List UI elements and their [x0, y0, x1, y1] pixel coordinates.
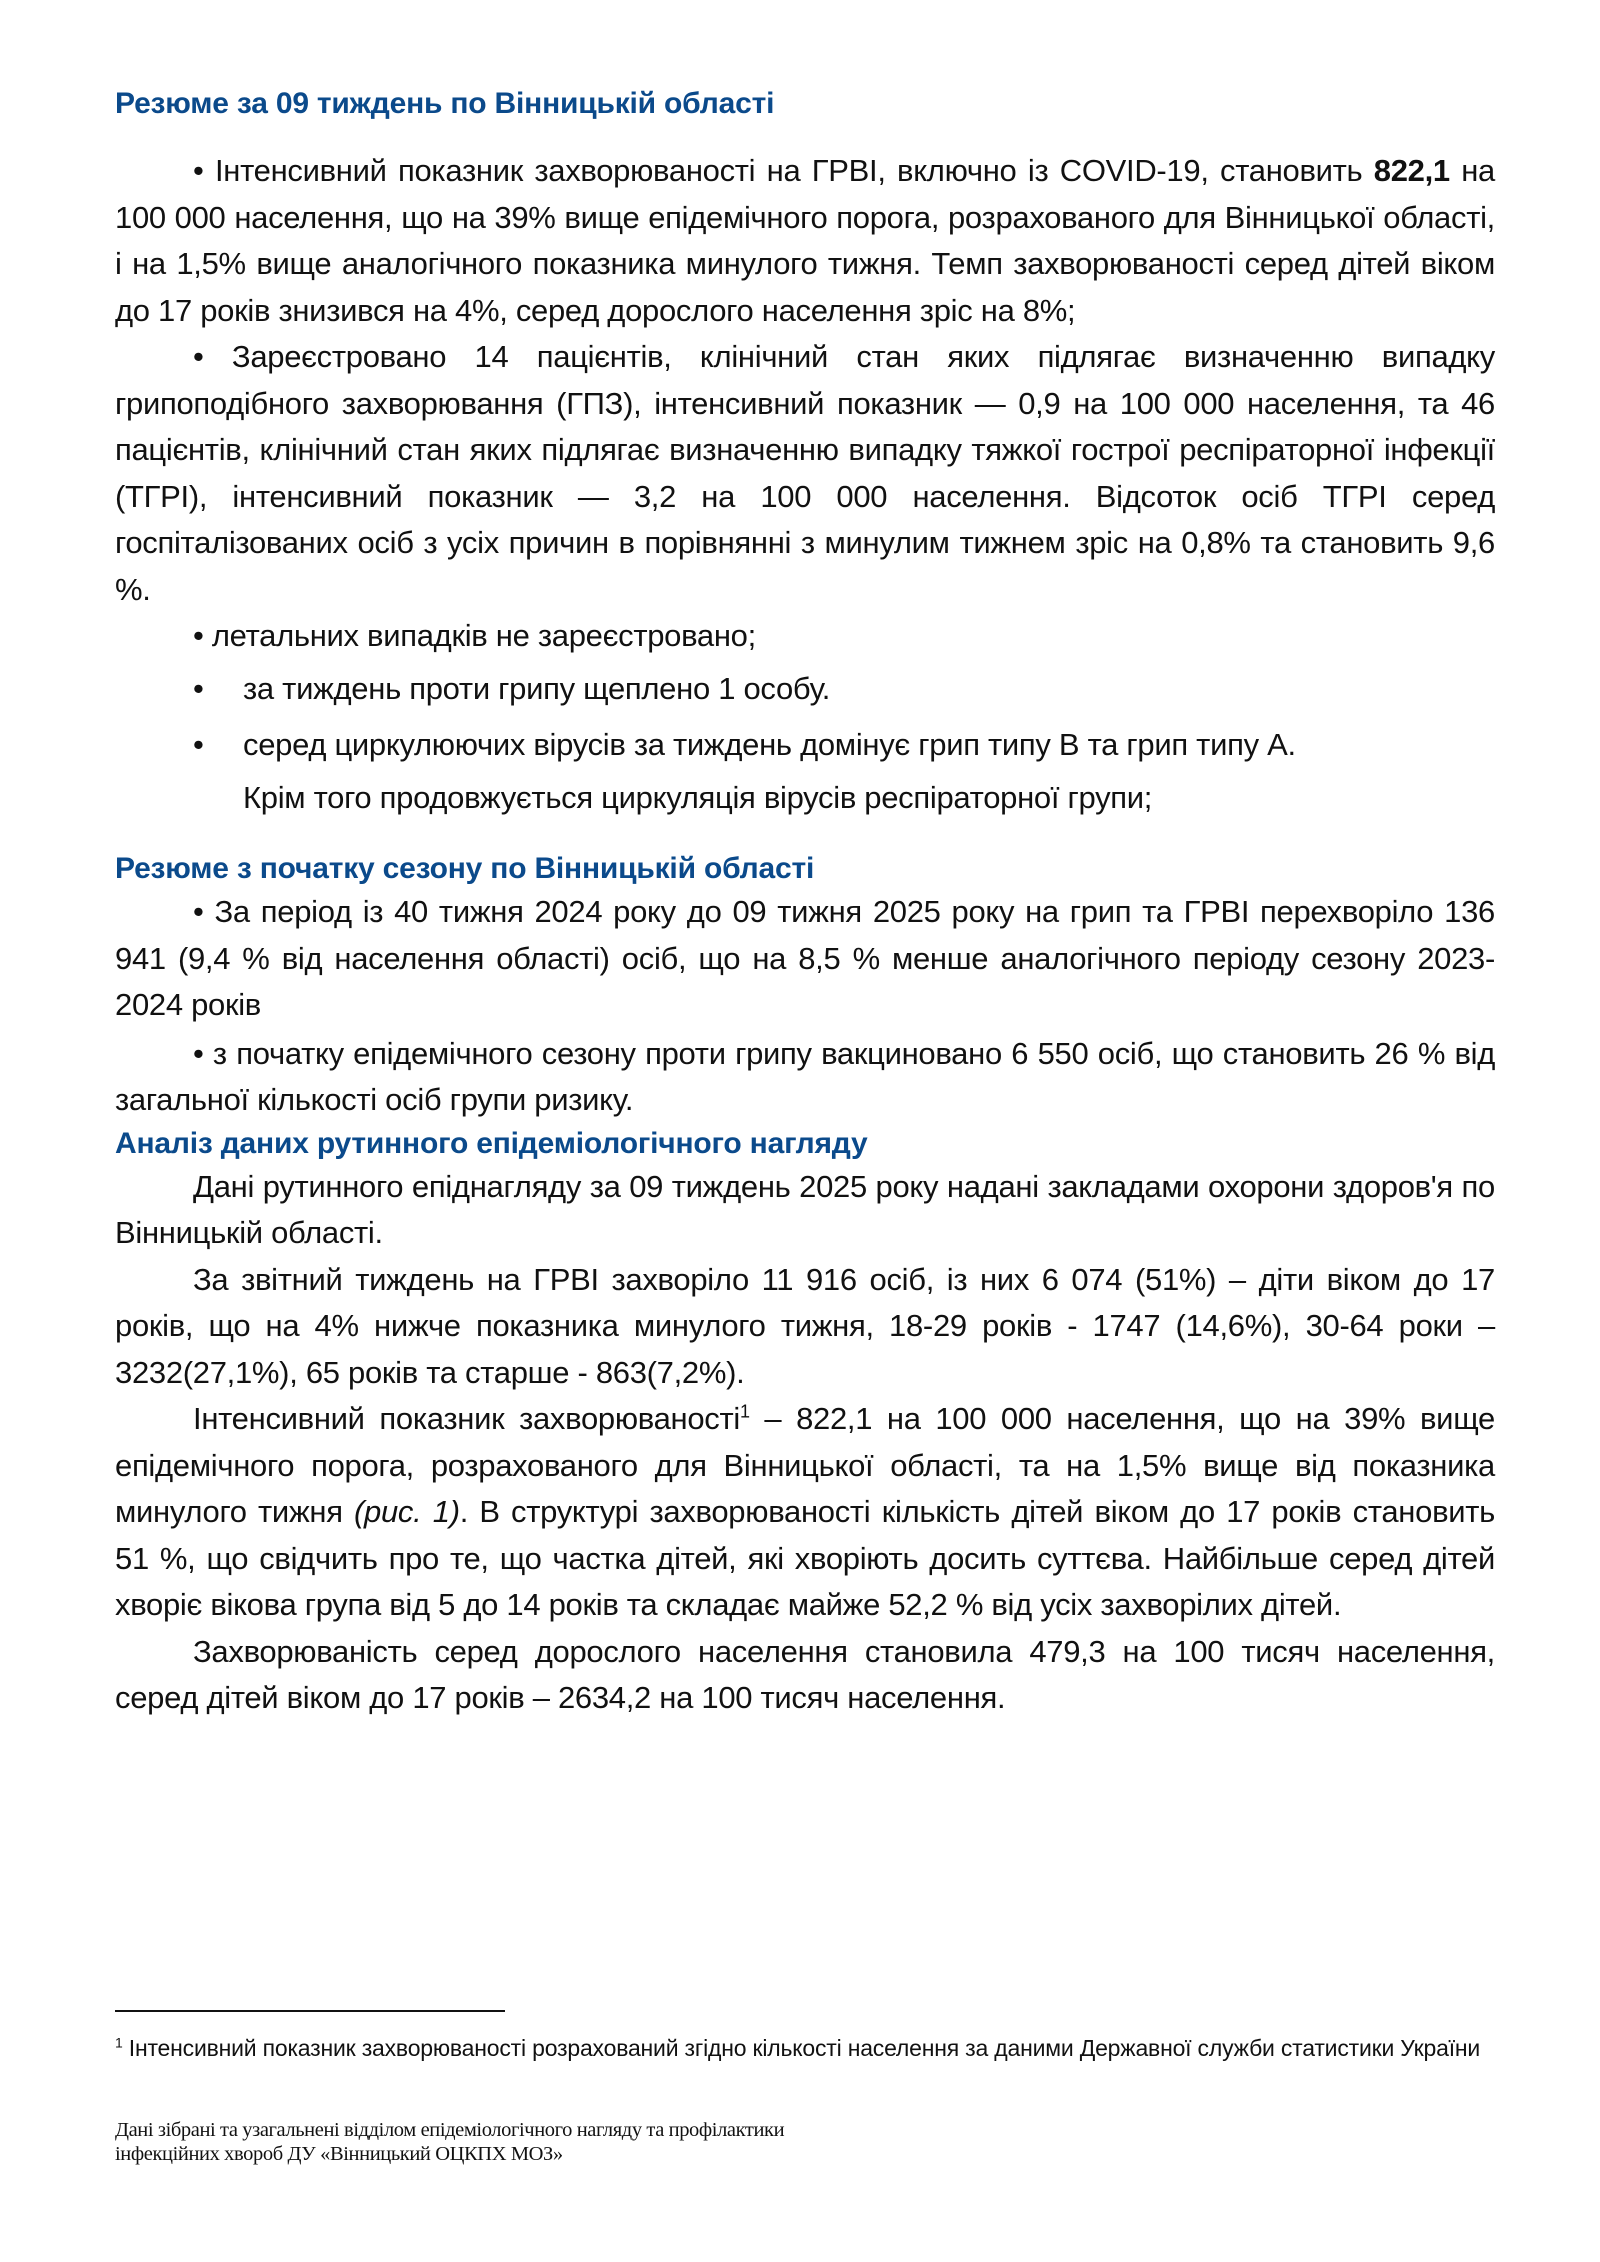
page-footer-credit: Дані зібрані та узагальнені відділом епідеміологічного нагляду та профілактики інфекційних хвороб ДУ «Вінницький ОЦКПХ МОЗ» — [115, 2119, 785, 2165]
surveillance-paragraph-incidence: Інтенсивний показник захворюваності$^1$ – 822,1 на 100 000 населення, що на 39% вище епідемічного порога, розрахованого для Вінницької області, та на 1,5% вище від показника минулого тижня (рис. 1). В структурі захворюваності кількість дітей віком до 17 років становить 51 %, що свідчить про те, що частка дітей, які хворіють досить суттєва. Найбільше серед дітей хворіє вікова група від 5 до 14 років та складає майже 52,2 % від усіх захворілих дітей. — [115, 1401, 1496, 1622]
incidence-value: 822,1 — [1373, 153, 1450, 188]
footnote-reference[interactable]: 1 — [740, 1401, 750, 1422]
surveillance-paragraph-age-breakdown: За звітний тиждень на ГРВІ захворіло 11 916 осіб, із них 6 074 (51%) – діти віком до 17 років, що на 4% нижче показника минулого тижня, 18-29 років - 1747 (14,6%), 30-64 роки – 3232(27,1%), 65 років та старше - 863(7,2%). — [115, 1261, 1495, 1390]
section-heading-routine-surveillance: Аналіз даних рутинного епідеміологічного нагляду — [115, 1126, 868, 1160]
footnote-marker: 1 — [115, 2034, 123, 2051]
season-bullet-vaccination: • з початку епідемічного сезону проти грипу вакциновано 6 550 осіб, що становить 26 % від загальної кількості осіб групи ризику. — [115, 1035, 1495, 1117]
summary-bullet-viruses: • серед циркулюючих вірусів за тиждень домінує грип типу В та грип типу А. Крім того продовжується циркуляція вірусів респіраторної групи; — [115, 722, 1495, 821]
bullet-icon: • — [193, 670, 204, 706]
footnote: $^1$ Інтенсивний показник захворюваності розрахований згідно кількості населення за даними Державної служби статистики України — [115, 2034, 1481, 2061]
summary-bullet-ili-sari: • Зареєстровано 14 пацієнтів, клінічний стан яких підлягає визначенню випадку грипоподібного захворювання (ГПЗ), інтенсивний показник — 0,9 на 100 000 населення, та 46 пацієнтів, клінічний стан яких підлягає визначенню випадку тяжкої гострої респіраторної інфекції (ТГРІ), інтенсивний показник — 3,2 на 100 000 населення. Відсоток осіб ТГРІ серед госпіталізованих осіб з усіх причин в порівнянні з минулим тижнем зріс на 0,8% та становить 9,6 %. — [115, 339, 1495, 607]
summary-bullet-vaccinated: • за тиждень проти грипу щеплено 1 особу. — [115, 666, 1495, 713]
bullet-icon: • — [193, 727, 204, 762]
surveillance-paragraph-source: Дані рутинного епіднагляду за 09 тиждень 2025 року надані закладами охорони здоров'я по Вінницькій області. — [115, 1168, 1495, 1250]
figure-reference: (рис. 1) — [354, 1494, 460, 1529]
bullet-icon: • — [193, 153, 204, 188]
document-page — [115, 0, 1495, 1722]
section-heading-weekly-summary: Резюме за 09 тиждень по Вінницькій області — [115, 87, 775, 120]
surveillance-paragraph-adult-child: Захворюваність серед дорослого населення становила 479,3 на 100 тисяч населення, серед дітей віком до 17 років – 2634,2 на 100 тисяч населення. — [115, 1633, 1495, 1715]
bullet-icon: • — [193, 339, 204, 374]
bullet-icon: • — [193, 894, 204, 929]
bullet-icon: • — [193, 618, 204, 653]
summary-bullet-incidence: • Інтенсивний показник захворюваності на ГРВІ, включно із COVID-19, становить 822,1 на 100 000 населення, що на 39% вище епідемічного порога, розрахованого для Вінницької області, і на 1,5% вище аналогічного показника минулого тижня. Темп захворюваності серед дітей віком до 17 років знизився на 4%, серед дорослого населення зріс на 8%; — [115, 153, 1495, 328]
footnote-separator — [115, 2010, 505, 2012]
bullet-icon: • — [193, 1035, 204, 1071]
season-bullet-cases: • За період із 40 тижня 2024 року до 09 тижня 2025 року на грип та ГРВІ перехворіло 136 941 (9,4 % від населення області) осіб, що на 8,5 % менше аналогічного періоду сезону 2023-2024 років — [115, 894, 1495, 1022]
summary-bullet-deaths: • летальних випадків не зареєстровано; — [193, 618, 756, 653]
section-heading-season-summary: Резюме з початку сезону по Вінницькій області — [115, 852, 815, 885]
